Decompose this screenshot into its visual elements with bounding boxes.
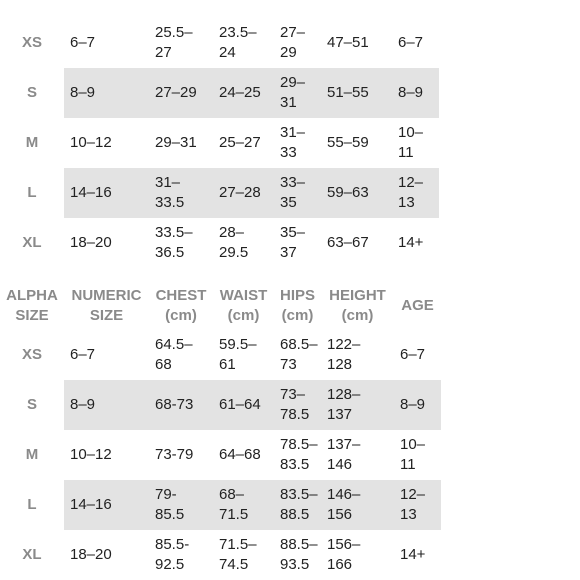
cm-waist-cell-line-1: 71.5	[219, 506, 249, 523]
inches-numeric-cell	[64, 168, 149, 218]
cm-height-cell-line-0: 122–	[327, 336, 361, 353]
inches-numeric-cell-line-0: 8–9	[70, 84, 96, 101]
cm-age-cell-line-0: 10–	[400, 436, 426, 453]
inches-hips-cell-line-0: 33–	[280, 174, 306, 191]
cm-height-cell	[321, 530, 394, 580]
cm-chest-cell-line-0: 64.5–	[155, 336, 193, 353]
cm-waist-cell	[213, 480, 274, 530]
cm-hips-cell	[274, 530, 321, 580]
cm-height-cell-line-0: 156–	[327, 536, 361, 553]
inches-alpha-cell-line-0: XS	[21, 34, 42, 51]
inches-numeric-cell	[64, 68, 149, 118]
column-header	[64, 282, 149, 330]
column-header-line-0: ALPHA	[6, 287, 58, 304]
inches-alpha-cell	[0, 218, 64, 268]
cm-age-cell-line-0: 14+	[400, 546, 426, 563]
cm-height-cell	[321, 480, 394, 530]
cm-numeric-cell	[64, 430, 149, 480]
inches-waist-cell	[213, 18, 274, 68]
cm-alpha-cell	[0, 530, 64, 580]
column-header-line-0: WAIST	[219, 287, 268, 304]
cm-height-cell	[321, 430, 394, 480]
cm-height-cell-line-1: 166	[327, 556, 353, 573]
cm-chest-cell	[149, 430, 213, 480]
inches-hips-cell	[274, 218, 321, 268]
inches-waist-cell	[213, 68, 274, 118]
inches-numeric-cell-line-0: 6–7	[70, 34, 96, 51]
column-header-line-1: (cm)	[341, 307, 374, 324]
inches-chest-cell-line-1: 27	[155, 44, 172, 61]
inches-height-cell-line-0: 59–63	[327, 184, 369, 201]
inches-age-cell	[392, 18, 439, 68]
cm-age-cell	[394, 330, 441, 380]
inches-waist-cell-line-0: 24–25	[219, 84, 261, 101]
cm-age-cell-line-1: 11	[400, 456, 416, 473]
inches-alpha-cell	[0, 168, 64, 218]
cm-chest-cell-line-0: 79-	[155, 486, 177, 503]
cm-age-cell-line-0: 12–	[400, 486, 426, 503]
table-header-row	[0, 282, 441, 330]
cm-waist-cell	[213, 530, 274, 580]
inches-chest-cell	[149, 118, 213, 168]
inches-height-cell-line-0: 55–59	[327, 134, 369, 151]
size-chart-cm	[0, 282, 441, 580]
inches-hips-cell-line-0: 29–	[280, 74, 306, 91]
inches-waist-cell-line-0: 28–	[219, 224, 245, 241]
cm-height-cell-line-0: 137–	[327, 436, 361, 453]
inches-hips-cell-line-1: 35	[280, 194, 297, 211]
inches-numeric-cell-line-0: 14–16	[70, 184, 112, 201]
inches-numeric-cell-line-0: 18–20	[70, 234, 112, 251]
inches-chest-cell-line-0: 25.5–	[155, 24, 193, 41]
inches-waist-cell	[213, 168, 274, 218]
column-header-line-0: HEIGHT	[329, 287, 386, 304]
cm-age-cell	[394, 380, 441, 430]
column-header-line-0: NUMERIC	[71, 287, 142, 304]
inches-alpha-cell-line-0: XL	[22, 234, 42, 251]
inches-waist-cell-line-1: 29.5	[219, 244, 249, 261]
cm-waist-cell-line-0: 64–68	[219, 446, 261, 463]
cm-height-cell-line-1: 128	[327, 356, 353, 373]
cm-waist-cell	[213, 380, 274, 430]
inches-age-cell	[392, 218, 439, 268]
column-header-line-1: SIZE	[89, 307, 124, 324]
cm-numeric-cell	[64, 330, 149, 380]
cm-numeric-cell	[64, 480, 149, 530]
cm-chest-cell-line-0: 73-79	[155, 446, 194, 463]
cm-alpha-cell	[0, 430, 64, 480]
column-header-line-0: AGE	[401, 297, 434, 314]
inches-waist-cell	[213, 218, 274, 268]
inches-height-cell	[321, 118, 392, 168]
inches-age-cell	[392, 68, 439, 118]
inches-waist-cell-line-0: 27–28	[219, 184, 261, 201]
cm-hips-cell-line-1: 93.5	[280, 556, 310, 573]
inches-hips-cell-line-1: 29	[280, 44, 297, 61]
cm-waist-cell-line-1: 74.5	[219, 556, 249, 573]
inches-hips-cell-line-1: 33	[280, 144, 297, 161]
cm-age-cell-line-1: 13	[400, 506, 417, 523]
inches-waist-cell-line-0: 25–27	[219, 134, 261, 151]
inches-age-cell-line-1: 13	[398, 194, 415, 211]
column-header	[0, 282, 64, 330]
cm-numeric-cell	[64, 380, 149, 430]
inches-height-cell	[321, 18, 392, 68]
inches-age-cell-line-0: 6–7	[398, 34, 424, 51]
table-row	[0, 118, 439, 168]
inches-chest-cell	[149, 218, 213, 268]
cm-alpha-cell-line-0: L	[27, 496, 37, 513]
size-chart-inches	[0, 18, 439, 268]
inches-hips-cell-line-1: 31	[280, 94, 297, 111]
cm-height-cell-line-1: 137	[327, 406, 353, 423]
inches-height-cell	[321, 218, 392, 268]
cm-waist-cell	[213, 430, 274, 480]
inches-height-cell-line-0: 63–67	[327, 234, 369, 251]
cm-waist-cell-line-0: 68–	[219, 486, 245, 503]
cm-hips-cell-line-1: 78.5	[280, 406, 310, 423]
inches-height-cell-line-0: 51–55	[327, 84, 369, 101]
table-row	[0, 68, 439, 118]
table-row	[0, 380, 441, 430]
column-header-line-0: CHEST	[155, 287, 207, 304]
inches-chest-cell-line-0: 27–29	[155, 84, 197, 101]
inches-alpha-cell	[0, 118, 64, 168]
table-row	[0, 480, 441, 530]
inches-chest-cell-line-0: 31–	[155, 174, 181, 191]
column-header	[394, 282, 441, 330]
column-header-line-0: HIPS	[279, 287, 315, 304]
column-header	[321, 282, 394, 330]
cm-chest-cell-line-1: 85.5	[155, 506, 185, 523]
table-row	[0, 18, 439, 68]
cm-hips-cell-line-0: 83.5–	[280, 486, 318, 503]
column-header	[213, 282, 274, 330]
cm-waist-cell	[213, 330, 274, 380]
inches-hips-cell	[274, 168, 321, 218]
table-row	[0, 218, 439, 268]
cm-hips-cell	[274, 430, 321, 480]
cm-chest-cell-line-1: 68	[155, 356, 172, 373]
cm-age-cell	[394, 530, 441, 580]
cm-numeric-cell-line-0: 14–16	[70, 496, 112, 513]
inches-height-cell	[321, 168, 392, 218]
inches-age-cell-line-0: 10–	[398, 124, 424, 141]
cm-numeric-cell-line-0: 10–12	[70, 446, 112, 463]
cm-alpha-cell-line-0: XL	[22, 546, 42, 563]
inches-hips-cell	[274, 18, 321, 68]
inches-height-cell	[321, 68, 392, 118]
inches-numeric-cell-line-0: 10–12	[70, 134, 112, 151]
cm-chest-cell	[149, 380, 213, 430]
cm-hips-cell-line-0: 88.5–	[280, 536, 318, 553]
cm-hips-cell-line-0: 68.5–	[280, 336, 318, 353]
cm-height-cell-line-0: 146–	[327, 486, 361, 503]
cm-numeric-cell-line-0: 8–9	[70, 396, 96, 413]
cm-hips-cell	[274, 380, 321, 430]
cm-chest-cell	[149, 530, 213, 580]
cm-chest-cell-line-1: 92.5	[155, 556, 185, 573]
cm-hips-cell-line-1: 83.5	[280, 456, 310, 473]
inches-age-cell-line-0: 8–9	[398, 84, 424, 101]
inches-waist-cell-line-0: 23.5–	[219, 24, 257, 41]
cm-hips-cell	[274, 330, 321, 380]
inches-chest-cell-line-0: 33.5–	[155, 224, 193, 241]
inches-chest-cell-line-0: 29–31	[155, 134, 197, 151]
inches-alpha-cell	[0, 18, 64, 68]
cm-height-cell-line-1: 156	[327, 506, 353, 523]
inches-hips-cell-line-1: 37	[280, 244, 297, 261]
cm-hips-cell-line-1: 73	[280, 356, 297, 373]
cm-chest-cell	[149, 330, 213, 380]
table-row	[0, 530, 441, 580]
inches-chest-cell	[149, 68, 213, 118]
column-header-line-1: SIZE	[15, 307, 49, 324]
cm-chest-cell	[149, 480, 213, 530]
cm-height-cell-line-1: 146	[327, 456, 353, 473]
cm-chest-cell-line-0: 85.5-	[155, 536, 190, 553]
inches-numeric-cell	[64, 218, 149, 268]
inches-height-cell-line-0: 47–51	[327, 34, 369, 51]
inches-chest-cell-line-1: 33.5	[155, 194, 185, 211]
cm-waist-cell-line-0: 61–64	[219, 396, 261, 413]
cm-numeric-cell	[64, 530, 149, 580]
column-header-line-1: (cm)	[165, 307, 197, 324]
cm-chest-cell-line-0: 68-73	[155, 396, 194, 413]
inches-chest-cell	[149, 18, 213, 68]
inches-age-cell-line-0: 12–	[398, 174, 424, 191]
inches-hips-cell	[274, 118, 321, 168]
cm-waist-cell-line-0: 71.5–	[219, 536, 257, 553]
cm-waist-cell-line-1: 61	[219, 356, 236, 373]
cm-waist-cell-line-0: 59.5–	[219, 336, 257, 353]
inches-alpha-cell-line-0: L	[27, 184, 37, 201]
inches-alpha-cell-line-0: M	[25, 134, 39, 151]
column-header	[149, 282, 213, 330]
inches-chest-cell	[149, 168, 213, 218]
cm-hips-cell-line-0: 73–	[280, 386, 306, 403]
cm-numeric-cell-line-0: 18–20	[70, 546, 112, 563]
inches-alpha-cell	[0, 68, 64, 118]
inches-age-cell	[392, 168, 439, 218]
cm-hips-cell-line-1: 88.5	[280, 506, 310, 523]
cm-height-cell	[321, 380, 394, 430]
inches-hips-cell-line-0: 35–	[280, 224, 306, 241]
cm-alpha-cell-line-0: XS	[21, 346, 42, 363]
inches-chest-cell-line-1: 36.5	[155, 244, 185, 261]
cm-hips-cell-line-0: 78.5–	[280, 436, 318, 453]
cm-alpha-cell	[0, 330, 64, 380]
inches-waist-cell-line-1: 24	[219, 44, 236, 61]
cm-alpha-cell	[0, 380, 64, 430]
inches-age-cell	[392, 118, 439, 168]
cm-age-cell-line-0: 8–9	[400, 396, 426, 413]
cm-age-cell	[394, 480, 441, 530]
inches-hips-cell-line-0: 31–	[280, 124, 306, 141]
cm-alpha-cell-line-0: S	[26, 396, 37, 413]
cm-height-cell-line-0: 128–	[327, 386, 361, 403]
inches-hips-cell-line-0: 27–	[280, 24, 306, 41]
cm-alpha-cell-line-0: M	[25, 446, 39, 463]
inches-numeric-cell	[64, 18, 149, 68]
column-header-line-1: (cm)	[281, 307, 314, 324]
inches-age-cell-line-0: 14+	[398, 234, 424, 251]
cm-alpha-cell	[0, 480, 64, 530]
table-row	[0, 168, 439, 218]
cm-age-cell-line-0: 6–7	[400, 346, 426, 363]
column-header-line-1: (cm)	[227, 307, 260, 324]
column-header	[274, 282, 321, 330]
inches-age-cell-line-1: 11	[398, 144, 414, 161]
table-row	[0, 430, 441, 480]
cm-height-cell	[321, 330, 394, 380]
cm-age-cell	[394, 430, 441, 480]
inches-waist-cell	[213, 118, 274, 168]
table-row	[0, 330, 441, 380]
inches-numeric-cell	[64, 118, 149, 168]
cm-numeric-cell-line-0: 6–7	[70, 346, 96, 363]
inches-hips-cell	[274, 68, 321, 118]
cm-hips-cell	[274, 480, 321, 530]
inches-alpha-cell-line-0: S	[26, 84, 37, 101]
